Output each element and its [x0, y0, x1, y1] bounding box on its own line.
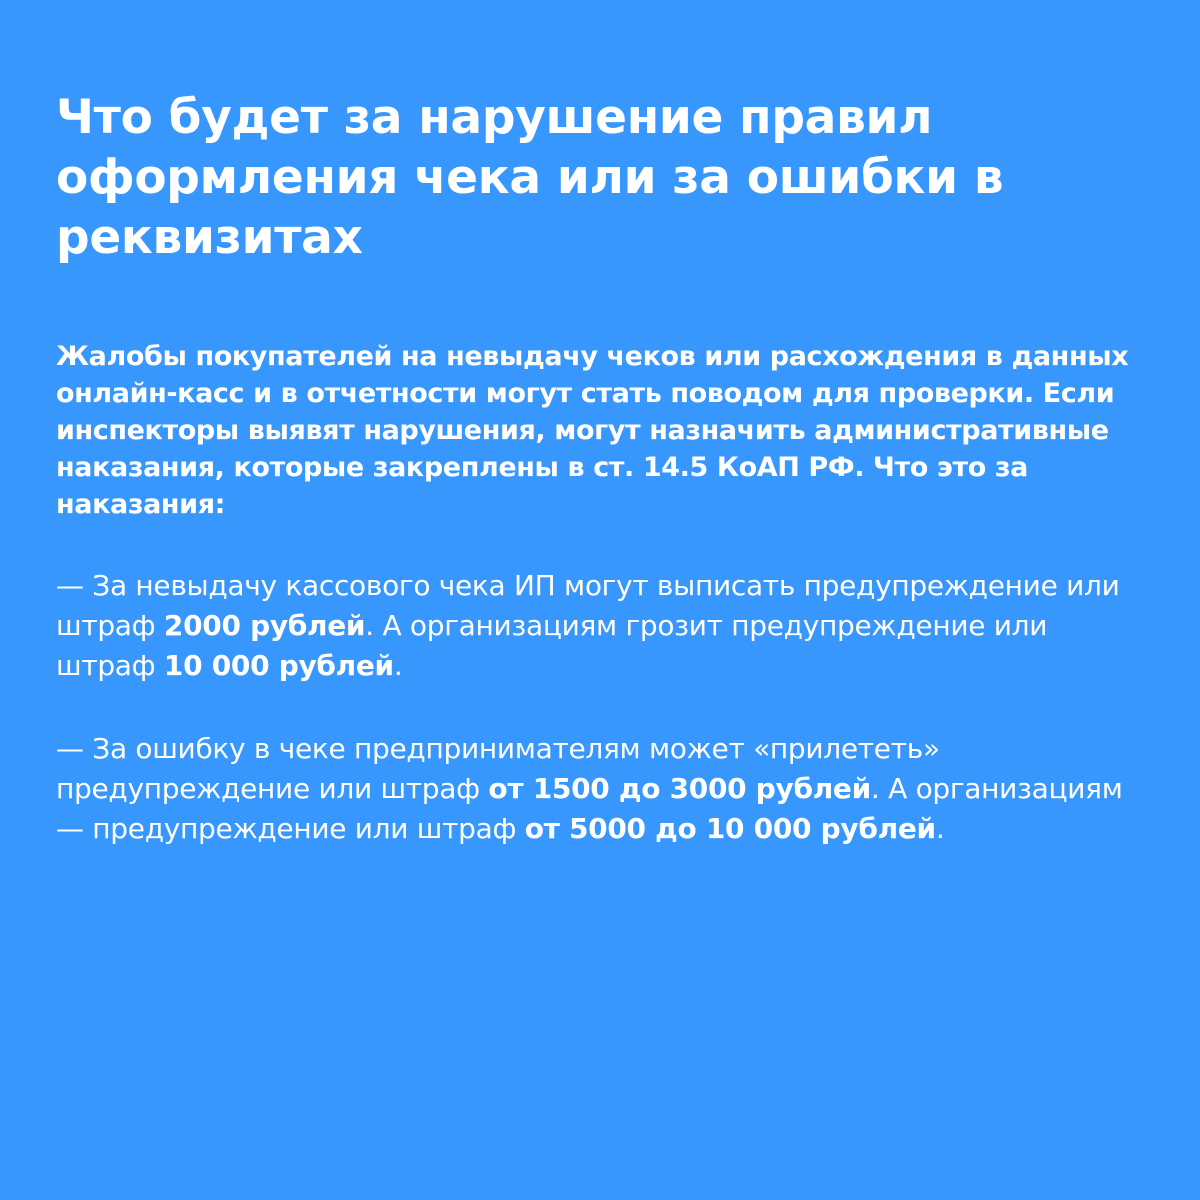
item-text: . А организациям грозит предупреждение или штраф: [56, 609, 1048, 682]
item-fine-amount: от 5000 до 10 000 рублей: [524, 812, 936, 845]
item-text: — За невыдачу кассового чека ИП могут выписать предупреждение или штраф: [56, 569, 1120, 642]
item-text: — За ошибку в чеке предпринимателям может «прилететь» предупреждение или штраф: [56, 732, 940, 805]
item-text: .: [393, 649, 403, 682]
intro-paragraph: Жалобы покупателей на невыдачу чеков или расхождения в данных онлайн-касс и в отчетности могут стать поводом для проверки. Если инспекторы выявят нарушения, могут назначить административные наказания, которые закреплены в ст. 14.5 КоАП РФ. Что это за наказания:: [56, 341, 1129, 520]
penalty-item-no-receipt: [56, 566, 1146, 686]
item-text: . А организациям — предупреждение или штраф: [56, 772, 1123, 845]
penalty-item-receipt-error: [56, 729, 1146, 849]
item-text: .: [935, 812, 945, 845]
item-fine-amount: от 1500 до 3000 рублей: [488, 772, 871, 805]
slide-title: Что будет за нарушение правил оформления чека или за ошибки в реквизитах: [56, 90, 1004, 265]
item-fine-amount: 2000 рублей: [163, 609, 366, 642]
item-fine-amount: 10 000 рублей: [163, 649, 394, 682]
